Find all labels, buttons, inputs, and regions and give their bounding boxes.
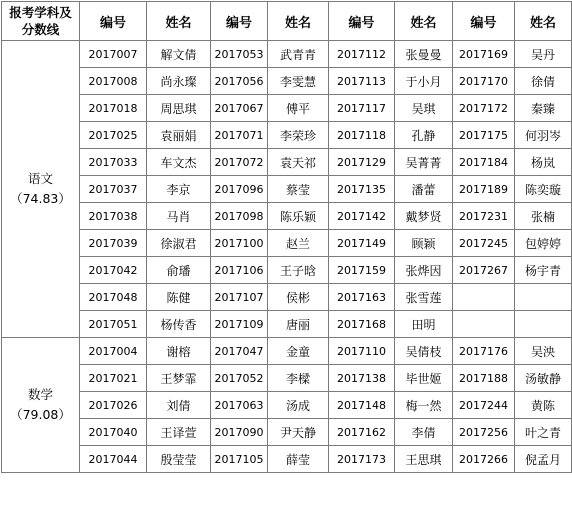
name-cell: 徐淑君 (147, 230, 211, 257)
id-cell: 2017256 (453, 419, 515, 446)
name-cell: 吴菁菁 (395, 149, 453, 176)
id-cell: 2017162 (329, 419, 395, 446)
id-cell: 2017142 (329, 203, 395, 230)
id-cell: 2017148 (329, 392, 395, 419)
table-row (2, 203, 572, 230)
name-cell: 尹天静 (268, 419, 329, 446)
table-row (2, 41, 572, 68)
id-cell: 2017044 (80, 446, 147, 473)
name-cell: 何羽岑 (515, 122, 572, 149)
id-cell: 2017018 (80, 95, 147, 122)
id-cell: 2017169 (453, 41, 515, 68)
id-cell: 2017033 (80, 149, 147, 176)
id-cell: 2017159 (329, 257, 395, 284)
name-cell (515, 311, 572, 338)
name-cell: 李京 (147, 176, 211, 203)
name-cell: 汤敏静 (515, 365, 572, 392)
name-cell: 陈奕璇 (515, 176, 572, 203)
name-header: 姓名 (268, 2, 329, 41)
id-cell: 2017040 (80, 419, 147, 446)
id-cell: 2017109 (211, 311, 268, 338)
name-cell: 王子晗 (268, 257, 329, 284)
id-cell: 2017056 (211, 68, 268, 95)
name-cell: 秦臻 (515, 95, 572, 122)
id-cell: 2017163 (329, 284, 395, 311)
id-cell: 2017173 (329, 446, 395, 473)
id-cell: 2017110 (329, 338, 395, 365)
name-cell: 侯彬 (268, 284, 329, 311)
name-cell: 杨宇青 (515, 257, 572, 284)
id-cell: 2017118 (329, 122, 395, 149)
table-row (2, 392, 572, 419)
name-cell: 戴梦贤 (395, 203, 453, 230)
name-cell: 李雯慧 (268, 68, 329, 95)
name-cell: 于小月 (395, 68, 453, 95)
id-cell: 2017090 (211, 419, 268, 446)
name-cell: 梅一然 (395, 392, 453, 419)
id-cell: 2017072 (211, 149, 268, 176)
name-cell: 吴琪 (395, 95, 453, 122)
subject-cell (2, 338, 80, 473)
id-cell: 2017245 (453, 230, 515, 257)
id-cell: 2017170 (453, 68, 515, 95)
subject-name: 语文 (27, 171, 53, 186)
name-cell: 汤成 (268, 392, 329, 419)
name-cell: 杨岚 (515, 149, 572, 176)
id-cell: 2017231 (453, 203, 515, 230)
name-cell: 傅平 (268, 95, 329, 122)
id-cell: 2017037 (80, 176, 147, 203)
name-cell: 袁天祁 (268, 149, 329, 176)
id-cell: 2017138 (329, 365, 395, 392)
id-cell: 2017105 (211, 446, 268, 473)
id-cell: 2017038 (80, 203, 147, 230)
name-cell: 俞璠 (147, 257, 211, 284)
name-cell: 陈乐颖 (268, 203, 329, 230)
id-cell: 2017117 (329, 95, 395, 122)
id-cell: 2017007 (80, 41, 147, 68)
name-cell: 潘蕾 (395, 176, 453, 203)
name-cell: 李荣珍 (268, 122, 329, 149)
subject-header-line2: 分数线 (21, 22, 60, 37)
id-cell (453, 311, 515, 338)
id-cell: 2017129 (329, 149, 395, 176)
name-cell: 毕世姬 (395, 365, 453, 392)
table-row (2, 230, 572, 257)
name-cell: 徐倩 (515, 68, 572, 95)
id-cell: 2017176 (453, 338, 515, 365)
name-cell: 刘倩 (147, 392, 211, 419)
results-table (1, 1, 572, 473)
id-cell: 2017107 (211, 284, 268, 311)
id-cell: 2017168 (329, 311, 395, 338)
name-cell: 倪孟月 (515, 446, 572, 473)
id-cell: 2017025 (80, 122, 147, 149)
id-cell: 2017244 (453, 392, 515, 419)
subject-score: （74.83） (10, 191, 71, 206)
name-cell: 薛莹 (268, 446, 329, 473)
subject-name: 数学 (27, 387, 53, 402)
name-cell: 蔡莹 (268, 176, 329, 203)
name-cell: 孔静 (395, 122, 453, 149)
id-cell: 2017004 (80, 338, 147, 365)
id-cell: 2017039 (80, 230, 147, 257)
table-row (2, 257, 572, 284)
name-cell: 吴泱 (515, 338, 572, 365)
name-cell: 谢榕 (147, 338, 211, 365)
subject-header-line1: 报考学科及 (9, 5, 72, 20)
id-cell: 2017071 (211, 122, 268, 149)
id-cell: 2017067 (211, 95, 268, 122)
name-cell: 金童 (268, 338, 329, 365)
table-row (2, 95, 572, 122)
table-row (2, 338, 572, 365)
subject-header (2, 2, 80, 41)
name-cell: 王译萱 (147, 419, 211, 446)
name-cell: 车文杰 (147, 149, 211, 176)
id-cell: 2017026 (80, 392, 147, 419)
id-cell: 2017106 (211, 257, 268, 284)
name-cell: 尚永璨 (147, 68, 211, 95)
id-cell: 2017042 (80, 257, 147, 284)
id-cell: 2017189 (453, 176, 515, 203)
table-row (2, 284, 572, 311)
name-cell: 张烨因 (395, 257, 453, 284)
name-cell: 吴丹 (515, 41, 572, 68)
name-cell: 张楠 (515, 203, 572, 230)
name-cell: 赵兰 (268, 230, 329, 257)
name-cell: 解文倩 (147, 41, 211, 68)
id-cell: 2017098 (211, 203, 268, 230)
name-cell: 李倩 (395, 419, 453, 446)
name-cell: 张曼曼 (395, 41, 453, 68)
name-header: 姓名 (147, 2, 211, 41)
name-cell: 张雪莲 (395, 284, 453, 311)
id-cell: 2017051 (80, 311, 147, 338)
table-row (2, 176, 572, 203)
name-cell (515, 284, 572, 311)
id-header: 编号 (211, 2, 268, 41)
id-header: 编号 (453, 2, 515, 41)
name-cell: 李樑 (268, 365, 329, 392)
name-cell: 田明 (395, 311, 453, 338)
id-cell: 2017048 (80, 284, 147, 311)
table-row (2, 365, 572, 392)
table-row (2, 311, 572, 338)
name-cell: 黄陈 (515, 392, 572, 419)
id-cell: 2017112 (329, 41, 395, 68)
header-row (2, 2, 572, 41)
table-row (2, 446, 572, 473)
table-row (2, 68, 572, 95)
name-cell: 武青青 (268, 41, 329, 68)
name-cell: 陈健 (147, 284, 211, 311)
id-cell: 2017172 (453, 95, 515, 122)
id-cell: 2017063 (211, 392, 268, 419)
table-body (2, 41, 572, 473)
name-cell: 马肖 (147, 203, 211, 230)
name-cell: 叶之青 (515, 419, 572, 446)
id-cell: 2017100 (211, 230, 268, 257)
id-cell: 2017267 (453, 257, 515, 284)
id-cell: 2017149 (329, 230, 395, 257)
id-cell: 2017175 (453, 122, 515, 149)
name-cell: 杨传香 (147, 311, 211, 338)
table-row (2, 122, 572, 149)
name-cell: 周思琪 (147, 95, 211, 122)
name-cell: 包婷婷 (515, 230, 572, 257)
name-cell: 袁丽娟 (147, 122, 211, 149)
name-header: 姓名 (395, 2, 453, 41)
id-cell: 2017096 (211, 176, 268, 203)
id-cell: 2017052 (211, 365, 268, 392)
name-cell: 唐丽 (268, 311, 329, 338)
table-row (2, 149, 572, 176)
id-cell: 2017184 (453, 149, 515, 176)
name-cell: 王思琪 (395, 446, 453, 473)
id-cell: 2017266 (453, 446, 515, 473)
subject-cell (2, 41, 80, 338)
id-cell: 2017047 (211, 338, 268, 365)
id-cell (453, 284, 515, 311)
id-cell: 2017008 (80, 68, 147, 95)
id-header: 编号 (329, 2, 395, 41)
name-header: 姓名 (515, 2, 572, 41)
id-cell: 2017053 (211, 41, 268, 68)
table-row (2, 419, 572, 446)
id-cell: 2017188 (453, 365, 515, 392)
name-cell: 吴倩枝 (395, 338, 453, 365)
name-cell: 殷莹莹 (147, 446, 211, 473)
id-header: 编号 (80, 2, 147, 41)
name-cell: 顾颖 (395, 230, 453, 257)
id-cell: 2017113 (329, 68, 395, 95)
name-cell: 王梦霏 (147, 365, 211, 392)
id-cell: 2017021 (80, 365, 147, 392)
subject-score: （79.08） (10, 407, 71, 422)
id-cell: 2017135 (329, 176, 395, 203)
